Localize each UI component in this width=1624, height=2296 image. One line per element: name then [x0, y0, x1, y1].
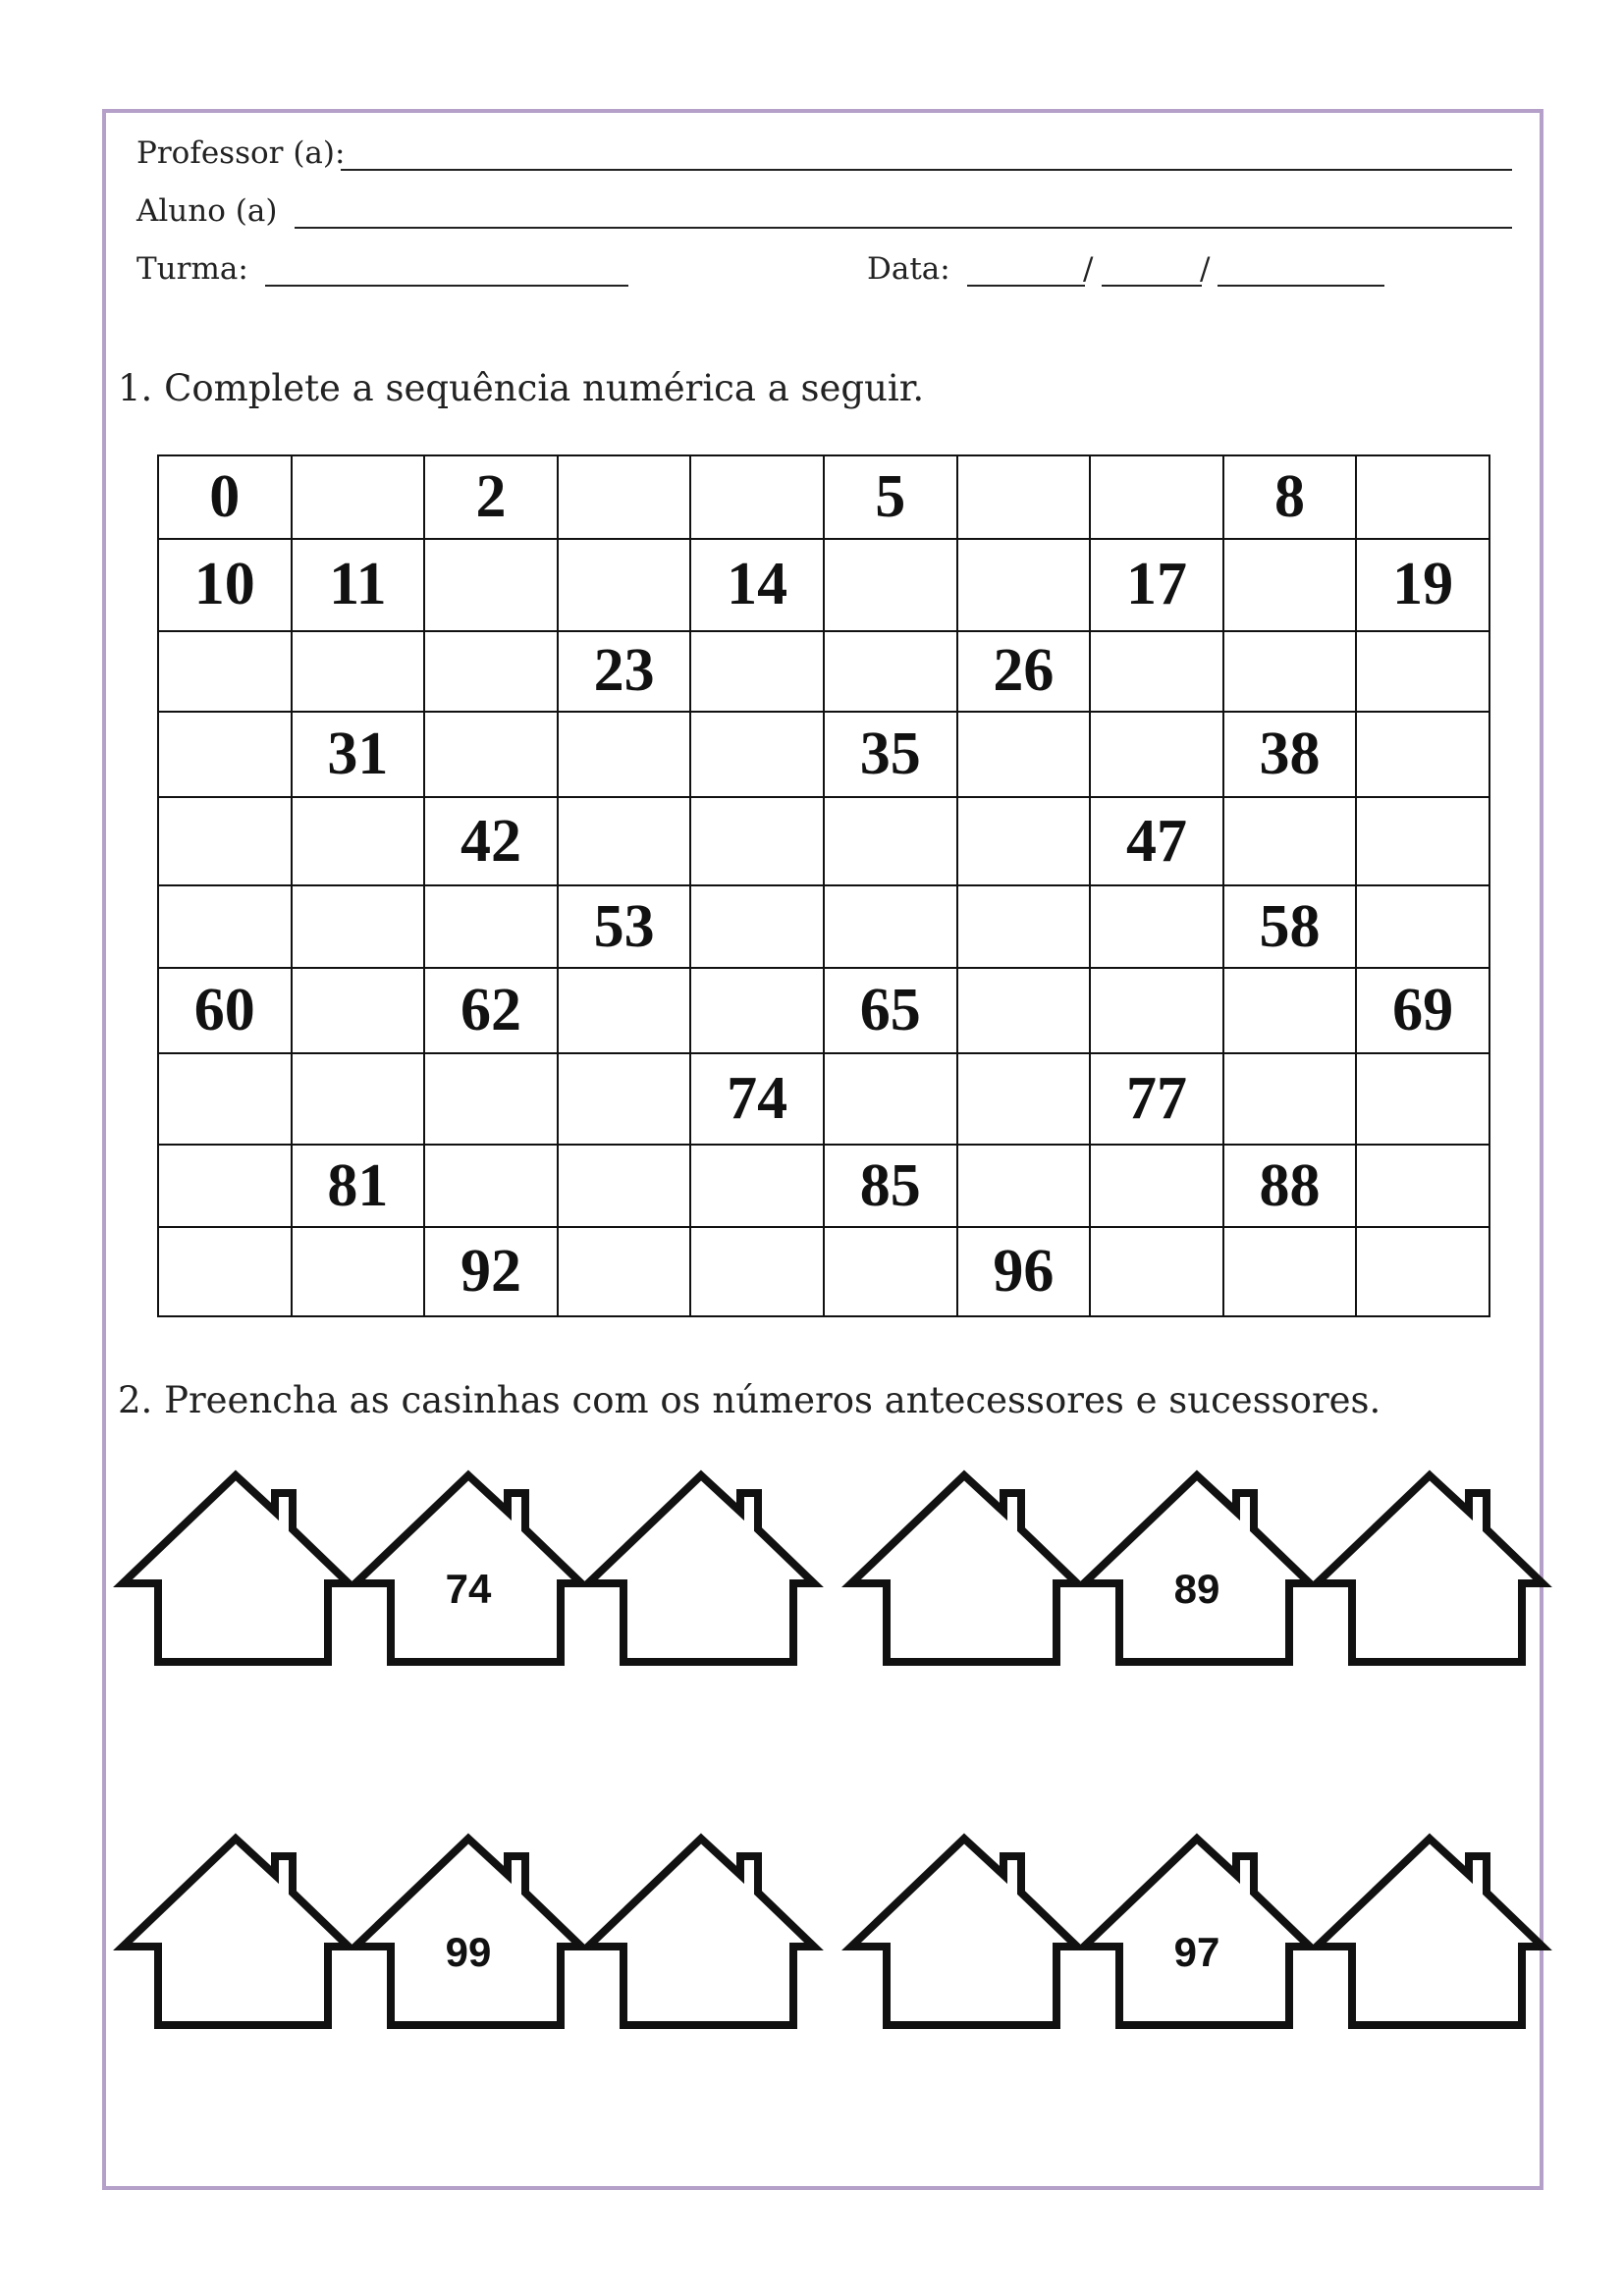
date-separator: / — [1083, 251, 1094, 287]
house-predecessor[interactable] — [851, 1839, 1077, 2025]
grid-cell-number: 81 — [292, 1145, 425, 1226]
grid-cell-number: 10 — [158, 539, 292, 630]
house-successor[interactable] — [1317, 1839, 1543, 2025]
question-1-text: 1. Complete a sequência numérica a seguir. — [118, 367, 925, 409]
grid-cell-number: 42 — [424, 797, 558, 885]
house-successor[interactable] — [1317, 1475, 1543, 1662]
grid-cell-number: 96 — [957, 1227, 1091, 1316]
grid-cell-number: 19 — [1356, 539, 1489, 630]
house-number: 99 — [445, 1929, 492, 1975]
grid-cell-number: 17 — [1090, 539, 1223, 630]
data-label: Data: — [867, 251, 950, 287]
grid-cell-number: 35 — [824, 712, 957, 797]
grid-cell-number: 5 — [824, 455, 957, 539]
house-predecessor[interactable] — [851, 1475, 1077, 1662]
grid-cell-number: 92 — [424, 1227, 558, 1316]
grid-cell-number: 62 — [424, 968, 558, 1053]
grid-cell-number: 11 — [292, 539, 425, 630]
house-number: 74 — [445, 1566, 492, 1612]
grid-cell-number: 38 — [1223, 712, 1357, 797]
grid-cell-number: 77 — [1090, 1053, 1223, 1145]
grid-cell-number: 2 — [424, 455, 558, 539]
grid-cell-number: 31 — [292, 712, 425, 797]
grid-cell-number: 58 — [1223, 885, 1357, 967]
turma-label: Turma: — [136, 251, 248, 287]
grid-cell-number: 0 — [158, 455, 292, 539]
house-successor[interactable] — [588, 1839, 814, 2025]
grid-cell-number: 69 — [1356, 968, 1489, 1053]
grid-cell-number: 8 — [1223, 455, 1357, 539]
aluno-label: Aluno (a) — [136, 193, 278, 229]
date-separator: / — [1200, 251, 1211, 287]
professor-label: Professor (a): — [136, 135, 346, 171]
house-predecessor[interactable] — [123, 1839, 349, 2025]
grid-cell-number: 85 — [824, 1145, 957, 1226]
grid-cell-number: 23 — [558, 631, 691, 712]
grid-cell-number: 53 — [558, 885, 691, 967]
grid-cell-number: 74 — [690, 1053, 824, 1145]
grid-cell-number: 26 — [957, 631, 1091, 712]
house-number: 89 — [1173, 1566, 1220, 1612]
grid-cell-number: 14 — [690, 539, 824, 630]
question-2-text: 2. Preencha as casinhas com os números antecessores e sucessores. — [118, 1379, 1381, 1421]
grid-cell-number: 47 — [1090, 797, 1223, 885]
house-predecessor[interactable] — [123, 1475, 349, 1662]
house-successor[interactable] — [588, 1475, 814, 1662]
grid-cell-number: 65 — [824, 968, 957, 1053]
grid-cell-number: 88 — [1223, 1145, 1357, 1226]
house-number: 97 — [1173, 1929, 1220, 1975]
grid-cell-number: 60 — [158, 968, 292, 1053]
